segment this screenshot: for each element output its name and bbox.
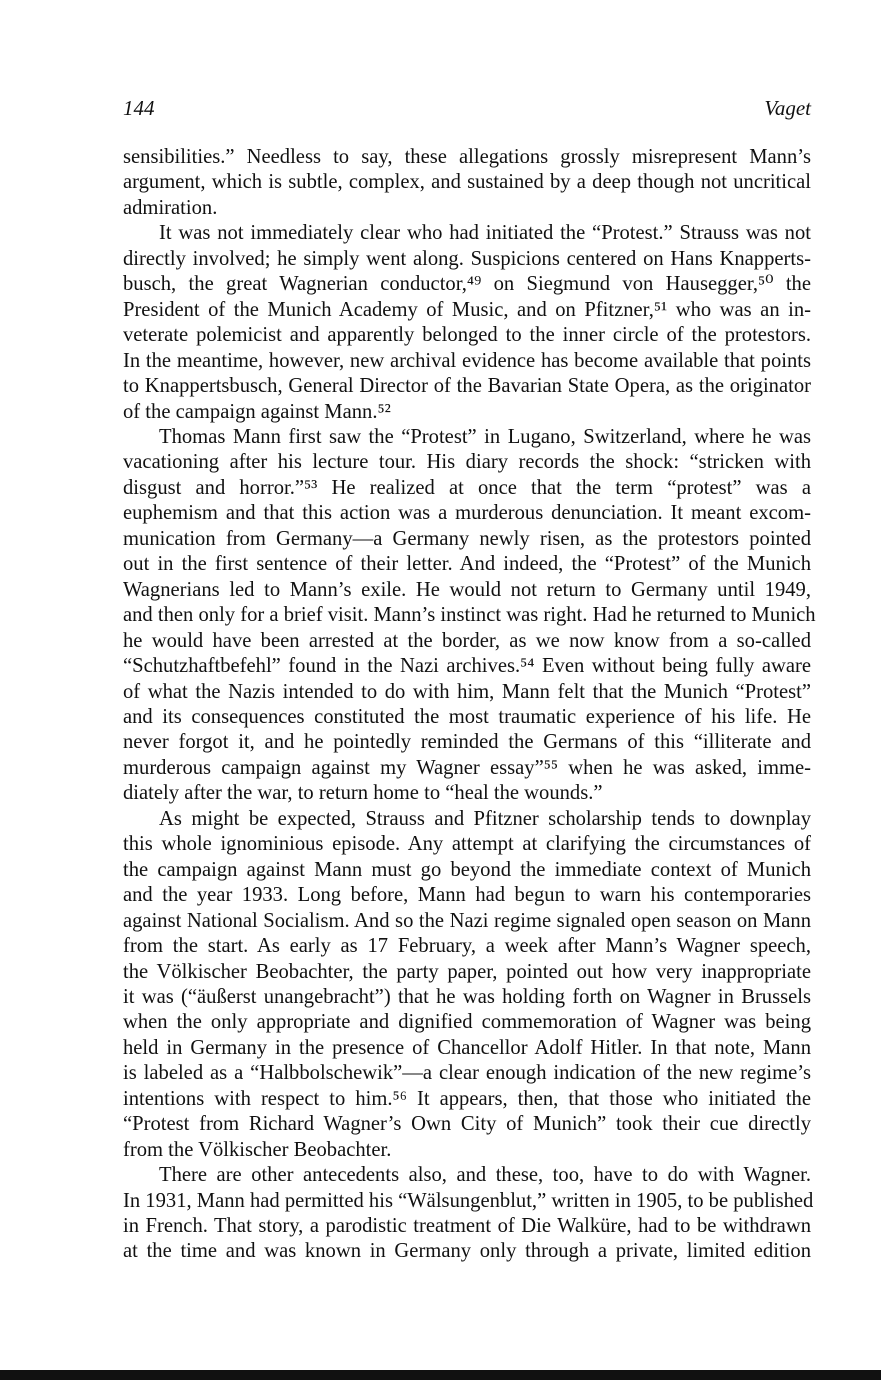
text-line: sensibilities.” Needless to say, these allegations grossly misrepresent Mann’s [123, 146, 811, 168]
text-line: admiration. [123, 196, 218, 219]
text-line: out in the first sentence of their letter. And indeed, the “Protest” of the Munich [123, 553, 811, 576]
text-line: the campaign against Mann must go beyond the immediate context of Munich [123, 858, 811, 881]
text-line: euphemism and that this action was a murderous denunciation. It meant excom- [123, 502, 811, 525]
text-line: it was (“äußerst unangebracht”) that he was holding forth on Wagner in Brussels [123, 985, 811, 1008]
text-line: “Schutzhaftbefehl” found in the Nazi archives.⁵⁴ Even without being fully aware [123, 655, 811, 678]
text-line: Thomas Mann first saw the “Protest” in Lugano, Switzerland, where he was [159, 425, 811, 448]
text-line: murderous campaign against my Wagner essay”⁵⁵ when he was asked, imme- [123, 756, 811, 779]
scan-bottom-edge [0, 1370, 881, 1380]
text-line: There are other antecedents also, and these, too, have to do with Wagner. [159, 1164, 811, 1187]
text-line: veterate polemicist and apparently belonged to the inner circle of the protestors. [123, 324, 811, 347]
text-line: when the only appropriate and dignified commemoration of Wagner was being [123, 1011, 811, 1034]
text-line: disgust and horror.”⁵³ He realized at once that the term “protest” was a [123, 476, 811, 499]
running-head-author: Vaget [764, 96, 811, 120]
text-line: this whole ignominious episode. Any attempt at clarifying the circumstances of [123, 833, 811, 856]
text-line: to Knappertsbusch, General Director of the Bavarian State Opera, as the originator [123, 375, 811, 398]
page-number: 144 [123, 96, 155, 120]
text-line: In 1931, Mann had permitted his “Wälsungenblut,” written in 1905, to be published [123, 1189, 814, 1212]
text-line: and then only for a brief visit. Mann’s instinct was right. Had he returned to Munich [123, 604, 816, 627]
text-line: directly involved; he simply went along. Suspicions centered on Hans Knapperts- [123, 247, 811, 270]
text-line: As might be expected, Strauss and Pfitzner scholarship tends to downplay [159, 807, 811, 830]
text-line: argument, which is subtle, complex, and sustained by a deep though not uncritical [123, 171, 811, 194]
text-line: of the campaign against Mann.⁵² [123, 400, 391, 423]
text-line: intentions with respect to him.⁵⁶ It appears, then, that those who initiated the [123, 1087, 811, 1110]
text-line: and its consequences constituted the most traumatic experience of his life. He [123, 705, 811, 728]
text-line: is labeled as a “Halbbolschewik”—a clear enough indication of the new regime’s [123, 1062, 811, 1085]
text-line: diately after the war, to return home to “heal the wounds.” [123, 782, 603, 805]
text-line: the Völkischer Beobachter, the party paper, pointed out how very inappropriate [123, 960, 811, 983]
running-head [123, 96, 811, 126]
text-line: busch, the great Wagnerian conductor,⁴⁹ on Siegmund von Hausegger,⁵⁰ the [123, 273, 811, 296]
text-line: President of the Munich Academy of Music, and on Pfitzner,⁵¹ who was an in- [123, 298, 811, 321]
text-line: held in Germany in the presence of Chancellor Adolf Hitler. In that note, Mann [123, 1036, 811, 1059]
text-line: against National Socialism. And so the Nazi regime signaled open season on Mann [123, 909, 811, 932]
text-line: he would have been arrested at the border, as we now know from a so-called [123, 629, 811, 652]
text-line: vacationing after his lecture tour. His diary records the shock: “stricken with [123, 451, 811, 474]
text-line: munication from Germany—a Germany newly risen, as the protestors pointed [123, 527, 811, 550]
text-line: Wagnerians led to Mann’s exile. He would not return to Germany until 1949, [123, 578, 811, 601]
text-line: at the time and was known in Germany only through a private, limited edition [123, 1240, 811, 1263]
text-line: never forgot it, and he pointedly reminded the Germans of this “illiterate and [123, 731, 811, 754]
text-line: in French. That story, a parodistic treatment of Die Walküre, had to be withdrawn [123, 1215, 811, 1238]
text-line: of what the Nazis intended to do with him, Mann felt that the Munich “Protest” [123, 680, 811, 703]
text-line: It was not immediately clear who had initiated the “Protest.” Strauss was not [159, 222, 811, 245]
text-line: “Protest from Richard Wagner’s Own City of Munich” took their cue directly [123, 1113, 811, 1136]
text-line: and the year 1933. Long before, Mann had begun to warn his contemporaries [123, 884, 811, 907]
text-line: from the start. As early as 17 February, a week after Mann’s Wagner speech, [123, 935, 811, 958]
text-line: In the meantime, however, new archival evidence has become available that points [123, 349, 811, 372]
text-line: from the Völkischer Beobachter. [123, 1138, 392, 1161]
body-text [123, 145, 816, 1265]
